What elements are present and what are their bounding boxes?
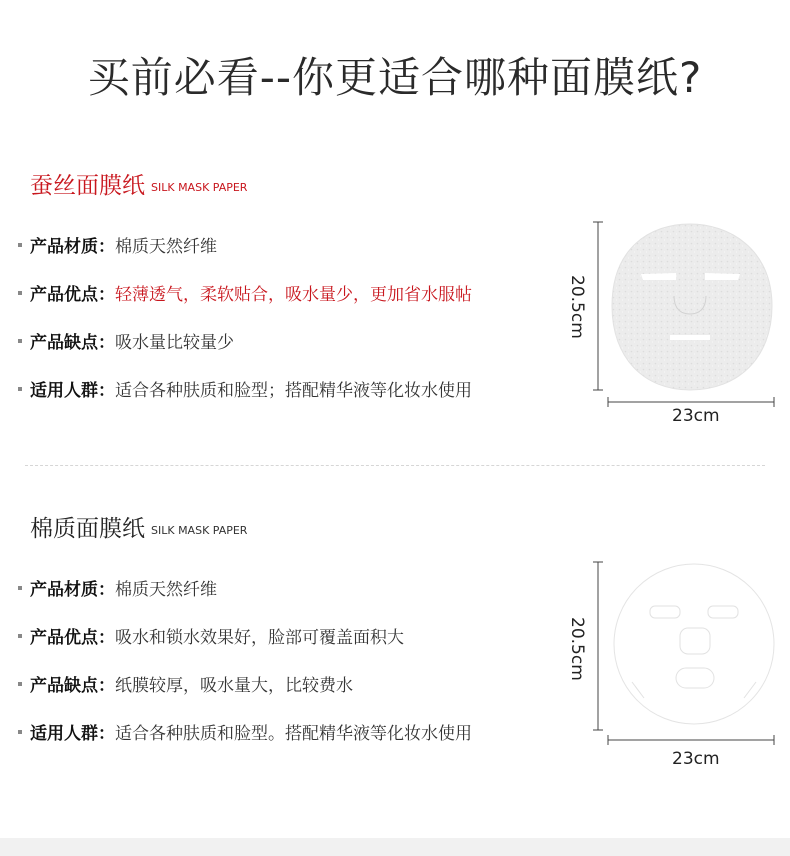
spec-row-cons	[18, 331, 234, 355]
page-title: 买前必看--你更适合哪种面膜纸?	[87, 53, 703, 102]
mask-shape	[612, 224, 772, 390]
width-label: 23cm	[672, 406, 720, 426]
bullet-icon	[18, 291, 22, 295]
cotton-mask-figure	[588, 558, 784, 750]
spec-label: 产品材质：	[30, 237, 115, 257]
section-name-en: SILK MASK PAPER	[151, 181, 248, 194]
height-label: 20.5cm	[567, 617, 587, 681]
spec-label: 产品材质：	[30, 580, 115, 600]
section-name-en: SILK MASK PAPER	[151, 524, 248, 537]
bullet-icon	[18, 682, 22, 686]
spec-value: 纸膜较厚，吸水量大，比较费水	[115, 676, 353, 696]
spec-value: 棉质天然纤维	[115, 580, 217, 600]
spec-row-pros	[18, 626, 404, 650]
spec-label: 适用人群：	[30, 724, 115, 744]
spec-label: 适用人群：	[30, 381, 115, 401]
spec-row-audience	[18, 722, 472, 746]
spec-value: 棉质天然纤维	[115, 237, 217, 257]
section-name-light: 面膜纸	[76, 173, 145, 199]
section-name-strong: 棉质	[30, 516, 76, 542]
mouth-hole	[670, 335, 710, 340]
spec-value: 吸水和锁水效果好，脸部可覆盖面积大	[115, 628, 404, 648]
spec-label: 产品优点：	[30, 628, 115, 648]
section-name-strong: 蚕丝	[30, 173, 76, 199]
bullet-icon	[18, 339, 22, 343]
silk-mask-figure	[588, 218, 784, 408]
section-title-cotton	[30, 510, 247, 543]
spec-row-audience	[18, 379, 472, 403]
mask-shape	[614, 564, 774, 724]
eye-hole-right	[705, 273, 740, 280]
spec-label: 产品优点：	[30, 285, 115, 305]
section-title-silk	[30, 167, 247, 200]
spec-value: 适合各种肤质和脸型。搭配精华液等化妆水使用	[115, 724, 472, 744]
bottom-strip	[0, 838, 790, 856]
spec-label: 产品缺点：	[30, 676, 115, 696]
bullet-icon	[18, 586, 22, 590]
spec-row-material	[18, 578, 217, 602]
spec-label: 产品缺点：	[30, 333, 115, 353]
spec-row-pros	[18, 283, 472, 307]
bullet-icon	[18, 243, 22, 247]
spec-value: 适合各种肤质和脸型；搭配精华液等化妆水使用	[115, 381, 472, 401]
eye-hole-left	[641, 273, 676, 280]
bullet-icon	[18, 634, 22, 638]
height-label: 20.5cm	[567, 275, 587, 339]
spec-value: 轻薄透气，柔软贴合，吸水量少，更加省水服帖	[115, 285, 472, 305]
spec-row-cons	[18, 674, 353, 698]
width-label: 23cm	[672, 749, 720, 769]
bullet-icon	[18, 730, 22, 734]
bullet-icon	[18, 387, 22, 391]
section-divider	[25, 465, 765, 466]
section-name-light: 面膜纸	[76, 516, 145, 542]
spec-value: 吸水量比较量少	[115, 333, 234, 353]
spec-row-material	[18, 235, 217, 259]
